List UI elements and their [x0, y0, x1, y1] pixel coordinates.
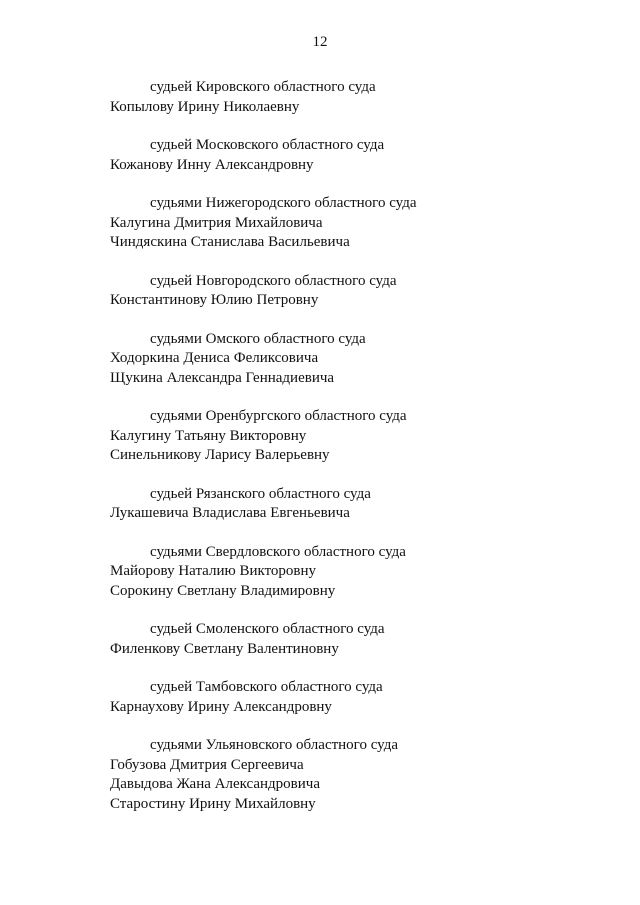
- appointment-block: [110, 272, 580, 311]
- appointment-block: [110, 330, 580, 389]
- appointment-block: [110, 136, 580, 175]
- appointment-block: [110, 543, 580, 602]
- court-line: судьями Свердловского областного суда: [150, 543, 406, 560]
- court-line: судьями Нижегородского областного суда: [150, 195, 417, 211]
- judge-name: Калугина Дмитрия Михайловича: [110, 214, 323, 231]
- judge-name: Карнаухову Ирину Александровну: [110, 698, 332, 715]
- court-line: судьей Новгородского областного суда: [150, 272, 397, 289]
- judge-name: Сорокину Светлану Владимировну: [110, 582, 336, 599]
- page-number: 12: [312, 34, 328, 50]
- court-line: судьями Ульяновского областного суда: [150, 737, 399, 753]
- court-line: судьей Смоленского областного суда: [150, 621, 385, 637]
- judge-name: Чиндяскина Станислава Васильевича: [110, 234, 350, 250]
- judge-name: Ходоркина Дениса Феликсовича: [110, 350, 319, 366]
- appointment-block: [110, 620, 580, 659]
- judge-name: Филенкову Светлану Валентиновну: [110, 640, 339, 657]
- judge-name: Щукина Александра Геннадиевича: [110, 369, 335, 386]
- appointment-block: [110, 736, 580, 814]
- court-line: судьей Кировского областного суда: [150, 79, 376, 95]
- court-line: судьей Московского областного суда: [150, 137, 385, 153]
- appointment-block: [110, 678, 580, 717]
- court-line: судьями Оренбургского областного суда: [150, 408, 407, 424]
- judge-name: Лукашевича Владислава Евгеньевича: [110, 505, 350, 521]
- court-line: судьями Омского областного суда: [150, 330, 366, 347]
- judge-name: Давыдова Жана Александровича: [110, 776, 320, 792]
- court-line: судьей Рязанского областного суда: [150, 485, 371, 502]
- judge-name: Калугину Татьяну Викторовну: [110, 427, 307, 444]
- judge-name: Кожанову Инну Александровну: [110, 156, 314, 173]
- appointment-block: [110, 194, 580, 253]
- judge-name: Константинову Юлию Петровну: [110, 292, 319, 308]
- judge-name: Майорову Наталию Викторовну: [110, 563, 317, 579]
- judge-name: Старостину Ирину Михайловну: [110, 795, 316, 812]
- appointment-block: [110, 485, 580, 524]
- judge-name: Гобузова Дмитрия Сергеевича: [110, 756, 304, 773]
- court-line: судьей Тамбовского областного суда: [150, 679, 383, 695]
- judge-name: Синельникову Ларису Валерьевну: [110, 447, 330, 463]
- appointment-block: [110, 407, 580, 466]
- appointment-block: [110, 78, 580, 117]
- appointments-list: [110, 78, 580, 833]
- judge-name: Копылову Ирину Николаевну: [110, 98, 300, 115]
